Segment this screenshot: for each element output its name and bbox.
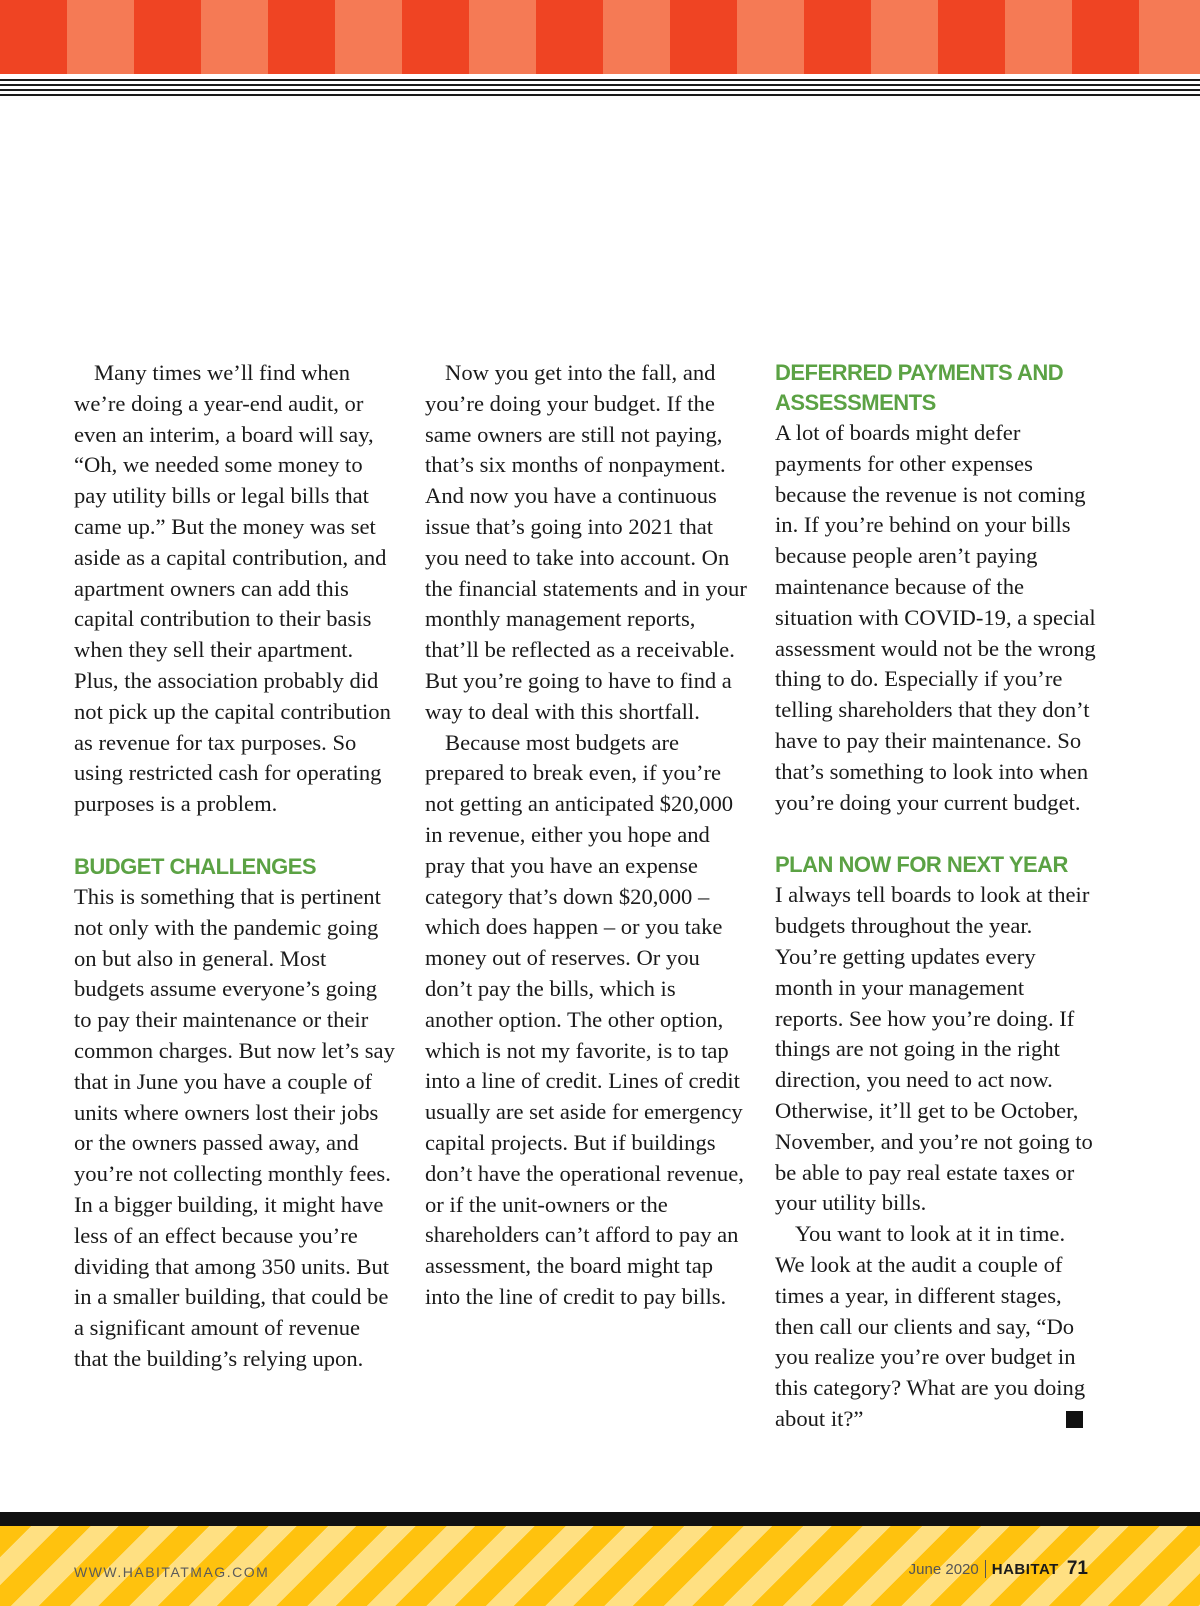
paragraph: Now you get into the fall, and you’re doing your budget. If the same owners are still not paying, that’s six months of nonpayment. And now you have a continuous issue that’s going into 2021 that you need to take into account. On the financial statements and in your monthly management reports, that’ll be reflected as a receivable. But you’re going to have to find a way to deal with this shortfall. bbox=[425, 360, 747, 724]
paragraph: This is something that is pertinent not only with the pandemic going on but also in general. Most budgets assume everyone’s going to pay their maintenance or their common charges. But now let’s say that in June you have a couple of units where owners lost their jobs or the owners passed away, and you’re not collecting monthly fees. In a bigger building, it might have less of an effect because you’re dividing that among 350 units. But in a smaller building, that could be a significant amount of revenue that the building’s relying upon. bbox=[74, 883, 395, 1371]
footer-issue-date: June 2020 bbox=[908, 1560, 979, 1578]
paragraph: A lot of boards might defer payments for other expenses because the revenue is not coming in. If you’re behind on your bills because people aren’t paying maintenance because of the situation with COVID-19, a special assessment would not be the wrong thing to do. Especially if you’re telling shareholders that they don’t have to pay their maintenance. So that’s something to look into when you’re doing your current budget. bbox=[775, 420, 1096, 815]
article-column-1 bbox=[74, 358, 396, 1375]
article-column-2 bbox=[425, 358, 747, 1313]
paragraph-final bbox=[775, 1219, 1097, 1435]
top-rule-lines bbox=[0, 79, 1200, 99]
paragraph: Many times we’ll find when we’re doing a year-end audit, or even an interim, a board will say, “Oh, we needed some money to pay utility bills or legal bills that came up.” But the money was set aside as a capital contribution, and apartment owners can add this capital contribution to their basis when they sell their apartment. Plus, the association probably did not pick up the capital contribution as revenue for tax purposes. So using restricted cash for operating purposes is a problem. bbox=[74, 360, 391, 817]
footer-magazine-name: HABITAT bbox=[991, 1560, 1059, 1578]
paragraph: Because most budgets are prepared to break even, if you’re not getting an anticipated $20,000 in revenue, either you hope and pray that you have an expense category that’s down $20,000 – which does happen – or you take money out of reserves. Or you don’t pay the bills, which is another option. The other option, which is not my favorite, is to tap into a line of credit. Lines of credit usually are set aside for emergency capital projects. But if buildings don’t have the operational revenue, or if the unit-owners or the shareholders can’t afford to pay an assessment, the board might tap into the line of credit to pay bills. bbox=[425, 729, 744, 1309]
end-of-article-square-icon bbox=[1066, 1411, 1083, 1428]
section-heading: BUDGET CHALLENGES bbox=[74, 853, 317, 879]
footer-website-url[interactable]: WWW.HABITATMAG.COM bbox=[74, 1564, 270, 1580]
top-decorative-stripes bbox=[0, 0, 1200, 74]
footer-folio bbox=[909, 1558, 1088, 1580]
paragraph: I always tell boards to look at their budgets throughout the year. You’re getting updates every month in your management reports. See how you’re doing. If things are not going in the right direction, you need to act now. Otherwise, it’ll get to be October, November, and you’re not going to be able to pay real estate taxes or your utility bills. bbox=[775, 882, 1093, 1216]
section-heading: PLAN NOW FOR NEXT YEAR bbox=[775, 852, 1068, 878]
footer-black-bar bbox=[0, 1512, 1200, 1526]
paragraph-final-text: You want to look at it in time. We look at the audit a couple of times a year, in different stages, then call our clients and say, “Do you realize you’re over budget in this category? What are you doing about it?” bbox=[775, 1221, 1086, 1431]
footer-page-number: 71 bbox=[1066, 1558, 1088, 1579]
footer-divider bbox=[985, 1560, 986, 1578]
section-heading: DEFERRED PAYMENTS AND ASSESSMENTS bbox=[775, 360, 1064, 415]
article-column-3 bbox=[775, 358, 1097, 1435]
